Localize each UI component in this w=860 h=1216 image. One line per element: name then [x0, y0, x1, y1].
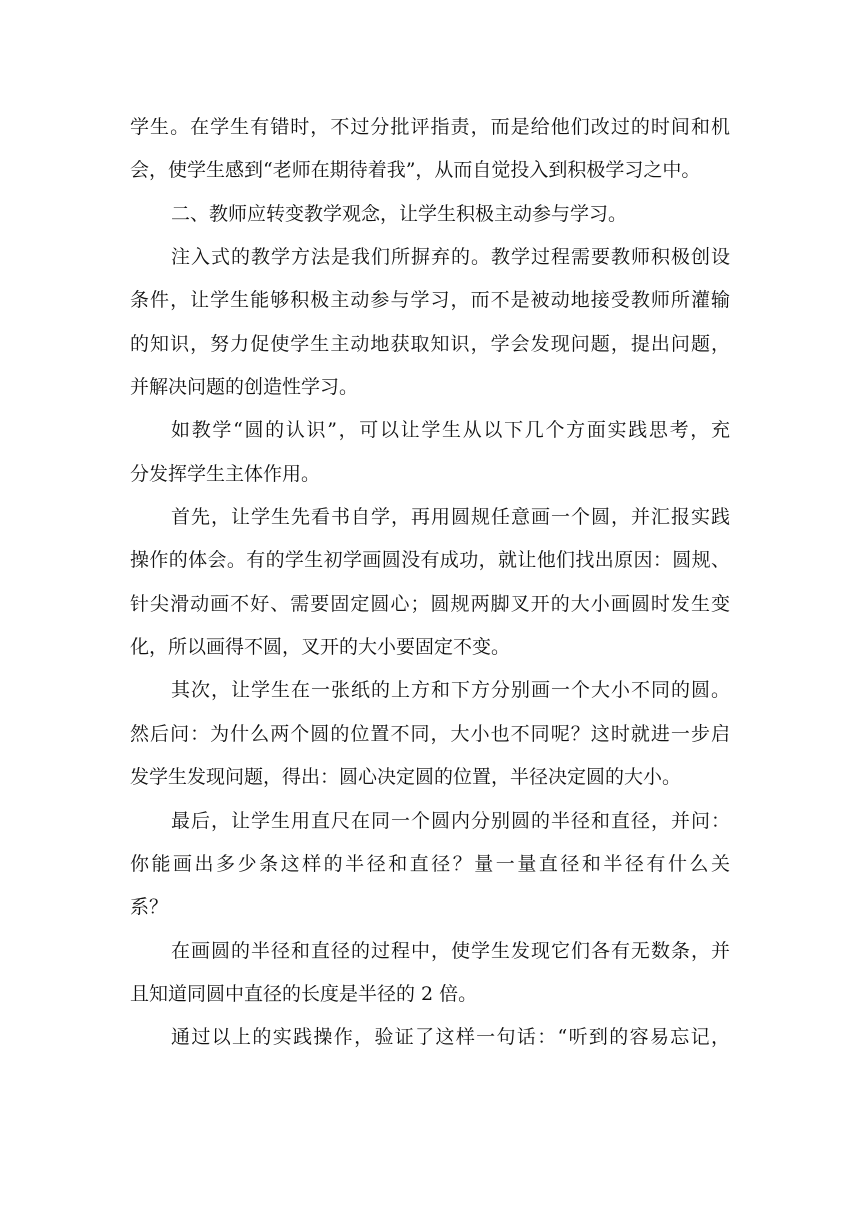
- paragraph-line: 的知识，努力促使学生主动地获取知识，学会发现问题，提出问题，: [130, 332, 730, 355]
- paragraph-line: 你能画出多少条这样的半径和直径？量一量直径和半径有什么关: [130, 852, 730, 875]
- paragraph-line: 首先，让学生先看书自学，再用圆规任意画一个圆，并汇报实践: [171, 506, 730, 529]
- paragraph-line: 学生。在学生有错时，不过分批评指责，而是给他们改过的时间和机: [130, 116, 730, 138]
- paragraph-line: 分发挥学生主体作用。: [130, 462, 321, 485]
- paragraph-line: 且知道同圆中直径的长度是半径的 2 倍。: [130, 982, 478, 1005]
- paragraph-line: 最后，让学生用直尺在同一个圆内分别圆的半径和直径，并问：: [171, 809, 730, 832]
- paragraph-line: 在画圆的半径和直径的过程中，使学生发现它们各有无数条，并: [171, 939, 730, 962]
- paragraph-line: 如教学“圆的认识”，可以让学生从以下几个方面实践思考，充: [171, 419, 730, 442]
- paragraph-line: 然后问：为什么两个圆的位置不同，大小也不同呢？这时就进一步启: [130, 722, 730, 745]
- paragraph-line: 注入式的教学方法是我们所摒弃的。教学过程需要教师积极创设: [171, 246, 730, 269]
- section-heading: 二、教师应转变教学观念，让学生积极主动参与学习。: [171, 202, 628, 225]
- paragraph-line: 化，所以画得不圆，叉开的大小要固定不变。: [130, 636, 511, 659]
- paragraph-line: 并解决问题的创造性学习。: [130, 376, 359, 399]
- paragraph-line: 条件，让学生能够积极主动参与学习，而不是被动地接受教师所灌输: [130, 289, 730, 312]
- paragraph-line: 针尖滑动画不好、需要固定圆心；圆规两脚叉开的大小画圆时发生变: [130, 592, 730, 615]
- paragraph-line: 发学生发现问题，得出：圆心决定圆的位置，半径决定圆的大小。: [130, 766, 682, 789]
- paragraph-line: 操作的体会。有的学生初学画圆没有成功，就让他们找出原因：圆规、: [130, 549, 730, 572]
- paragraph-line: 会，使学生感到“老师在期待着我”，从而自觉投入到积极学习之中。: [130, 159, 701, 182]
- paragraph-line: 其次，让学生在一张纸的上方和下方分别画一个大小不同的圆。: [171, 679, 730, 702]
- paragraph-line: 通过以上的实践操作，验证了这样一句话：“听到的容易忘记，: [171, 1026, 730, 1049]
- paragraph-line: 系？: [130, 896, 169, 919]
- document-page: [130, 106, 730, 1060]
